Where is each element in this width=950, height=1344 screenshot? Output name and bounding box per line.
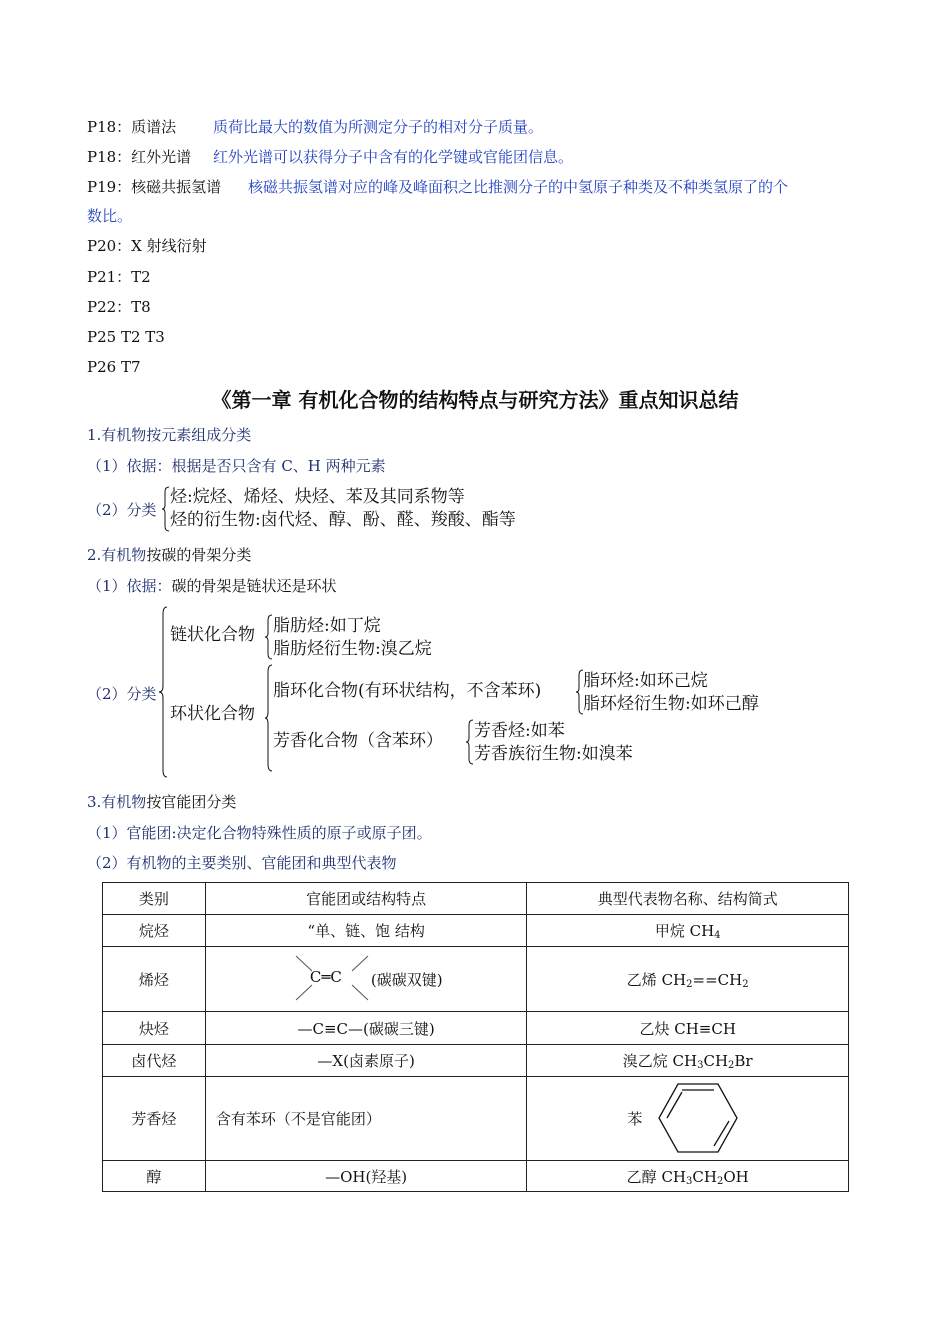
- note-text: 质荷比最大的数值为所测定分子的相对分子质量。: [213, 118, 544, 136]
- table-header: 典型代表物名称、结构简式: [527, 883, 849, 915]
- chain-item: 脂肪烃衍生物:溴乙烷: [273, 639, 432, 659]
- alkene-structure: [210, 949, 523, 1009]
- section3-heading: [87, 792, 236, 812]
- alicyclic-compound: 脂环化合物(有环状结构，不含苯环): [273, 681, 542, 701]
- brace: [466, 719, 474, 765]
- chain-item: 脂肪烃:如丁烷: [273, 616, 381, 636]
- table-row: [103, 1161, 849, 1192]
- note-p26: P26 T7: [87, 358, 141, 376]
- representative-cell: 乙炔 CH≡CH: [527, 1012, 849, 1045]
- subscript: 4: [714, 930, 721, 941]
- page-title: 《第一章 有机化合物的结构特点与研究方法》重点知识总结: [211, 388, 739, 412]
- note-label: P18：红外光谱: [87, 148, 192, 166]
- category-cell: 烷烃: [103, 915, 206, 947]
- brace: [159, 606, 168, 778]
- rep-text: 甲烷 CH: [654, 922, 715, 940]
- note-text: 红外光谱可以获得分子中含有的化学键或官能团信息。: [213, 148, 574, 166]
- note-p22: P22：T8: [87, 298, 151, 316]
- subscript: 3: [697, 1060, 704, 1071]
- rep-text: 溴乙烷 CH: [622, 1052, 698, 1070]
- note-label: P19：核磁共振氢谱: [87, 178, 222, 196]
- section2-class-label: （2）分类: [87, 685, 157, 703]
- alicyclic-item: 脂环烃:如环己烷: [583, 671, 708, 691]
- rep-text: CH: [703, 1052, 729, 1070]
- table-header-row: [103, 883, 849, 915]
- heading-part: 按官能团分类: [146, 793, 237, 811]
- alicyclic-item: 脂环烃衍生物:如环己醇: [583, 694, 759, 714]
- functional-group-cell: “单、链、饱 结构: [205, 915, 527, 947]
- rep-text: CH: [692, 1167, 717, 1186]
- heading-part: 3.有机物: [87, 793, 147, 811]
- basis-text: 碳的骨架是链状还是环状: [171, 577, 337, 595]
- benzene-label: 苯: [627, 1109, 643, 1128]
- functional-group-table: [102, 882, 849, 1192]
- subscript: 2: [728, 1060, 735, 1071]
- functional-group-cell: [205, 947, 527, 1012]
- category-cell: 芳香烃: [103, 1077, 206, 1161]
- benzene-structure: [531, 1079, 844, 1159]
- rep-text: ==CH: [692, 970, 743, 989]
- double-bond-atoms: C═C: [309, 968, 342, 986]
- subscript: 2: [686, 978, 693, 990]
- table-header: 官能团或结构特点: [205, 883, 527, 915]
- category-cell: 炔烃: [103, 1012, 206, 1045]
- table-row: [103, 915, 849, 947]
- section1-basis: （1）依据：根据是否只含有 C、H 两种元素: [87, 457, 386, 475]
- basis-label: （1）依据：: [87, 577, 172, 595]
- functional-group-cell: —X(卤素原子): [205, 1045, 527, 1077]
- aromatic-compound: 芳香化合物（含苯环）: [273, 731, 443, 751]
- category-cell: 醇: [103, 1161, 206, 1192]
- note-nmr: [87, 177, 221, 197]
- rep-text: 乙烯 CH: [626, 970, 687, 989]
- functional-group-cell: 含有苯环（不是官能团）: [205, 1077, 527, 1161]
- subscript: 2: [742, 978, 749, 990]
- brace: [265, 614, 273, 660]
- table-row: [103, 1012, 849, 1045]
- aromatic-item: 芳香烃:如苯: [474, 721, 565, 741]
- double-bond-label: (碳碳双键): [370, 971, 443, 989]
- category-cell: 烯烃: [103, 947, 206, 1012]
- section3-definition: （1）官能团:决定化合物特殊性质的原子或原子团。: [87, 824, 432, 842]
- rep-text: Br: [734, 1052, 753, 1070]
- table-row: [103, 1077, 849, 1161]
- representative-cell: [527, 1161, 849, 1192]
- note-xray: P20：X 射线衍射: [87, 237, 207, 255]
- aromatic-item: 芳香族衍生物:如溴苯: [474, 744, 633, 764]
- category-cell: 卤代烃: [103, 1045, 206, 1077]
- representative-cell: [527, 947, 849, 1012]
- class-hydrocarbon: 烃:烷烃、烯烃、炔烃、苯及其同系物等: [170, 487, 465, 507]
- rep-text: OH: [723, 1167, 749, 1186]
- table-header: 类别: [103, 883, 206, 915]
- representative-cell: [527, 1077, 849, 1161]
- heading-part: 2.有机物: [87, 546, 147, 564]
- heading-part: 按碳的骨架分类: [146, 546, 252, 564]
- functional-group-cell: —C≡C—(碳碳三键): [205, 1012, 527, 1045]
- subscript: 2: [716, 1175, 724, 1187]
- subscript: 3: [686, 1175, 693, 1187]
- brace: [265, 664, 273, 772]
- representative-cell: [527, 1045, 849, 1077]
- ring-compound: 环状化合物: [170, 704, 255, 724]
- rep-text: 乙醇 CH: [626, 1167, 686, 1186]
- note-text-continued: 数比。: [87, 207, 133, 225]
- note-p21: P21：T2: [87, 268, 151, 286]
- brace: [162, 486, 170, 532]
- note-text: 核磁共振氢谱对应的峰及峰面积之比推测分子的中氢原子种类及不种类氢原了的个: [248, 178, 789, 196]
- note-ir: [87, 147, 191, 167]
- representative-cell: [527, 915, 849, 947]
- note-p25: P25 T2 T3: [87, 328, 165, 346]
- class-derivative: 烃的衍生物:卤代烃、醇、酚、醛、羧酸、酯等: [170, 510, 516, 530]
- section1-class-label: （2）分类: [87, 501, 157, 519]
- section2-basis: [87, 576, 337, 596]
- table-row: [103, 947, 849, 1012]
- table-row: [103, 1045, 849, 1077]
- section3-table-caption: （2）有机物的主要类别、官能团和典型代表物: [87, 854, 397, 872]
- functional-group-cell: —OH(羟基): [205, 1161, 527, 1192]
- note-label: P18：质谱法: [87, 118, 177, 136]
- section1-heading: 1.有机物按元素组成分类: [87, 426, 252, 444]
- section2-heading: [87, 545, 251, 565]
- chain-compound: 链状化合物: [170, 625, 255, 645]
- note-mass-spec: [87, 117, 176, 137]
- benzene-ring-icon: [657, 1080, 739, 1156]
